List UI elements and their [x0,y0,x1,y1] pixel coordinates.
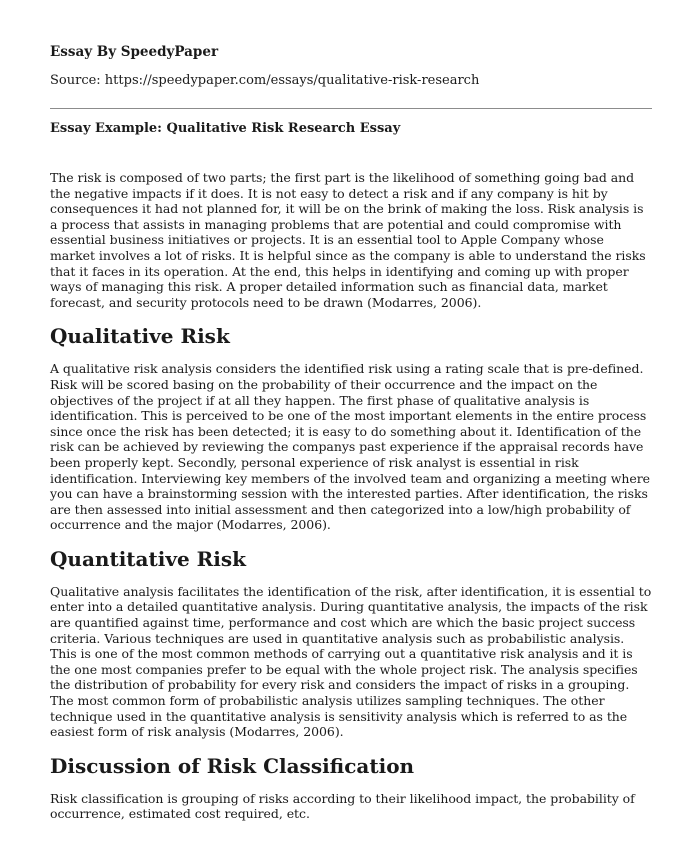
section-heading-qualitative: Qualitative Risk [50,324,230,349]
section-body-classification: Risk classification is grouping of risks according to their likelihood impact, the probability of occurrence, estimated cost required, etc. [50,790,635,822]
section-body-quantitative: Qualitative analysis facilitates the identification of the risk, after identification, it is essential to enter into a detailed quantitative analysis. During quantitative analysis, the impacts of the risk are quantified against time, performance and cost which are which the basic project success criteria. Various techniques are used in quantitative analysis such as probabilistic analysis. This is one of the most common methods of carrying out a quantitative risk analysis and it is the one most companies prefer to be equal with the whole project risk. The analysis specifies the distribution of probability for every risk and considers the impact of risks in a grouping. The most common form of probabilistic analysis utilizes sampling techniques. The other technique used in the quantitative analysis is sensitivity analysis which is referred to as the easiest form of risk analysis (Modarres, 2006). [50,583,652,740]
section-heading-classification: Discussion of Risk Classification [50,753,415,778]
essay-title: Essay Example: Qualitative Risk Research Essay [50,121,401,136]
essay-body [50,170,652,822]
source-line: Source: https://speedypaper.com/essays/qualitative-risk-research [50,73,480,88]
section-heading-quantitative: Quantitative Risk [50,546,246,571]
header-divider [50,108,652,109]
intro-paragraph: The risk is composed of two parts; the first part is the likelihood of something going bad and the negative impacts if it does. It is not easy to detect a risk and if any company is hit by consequences it had not planned for, it will be on the brink of making the loss. Risk analysis is a process that assists in managing problems that are potential and could compromise with essential business initiatives or projects. It is an essential tool to Apple Company whose market involves a lot of risks. It is helpful since as the company is able to understand the risks that it faces in its operation. At the end, this helps in identifying and coming up with proper ways of managing this risk. A proper detailed information such as financial data, market forecast, and security protocols need to be drawn (Modarres, 2006). [50,170,646,310]
brand-title: Essay By SpeedyPaper [50,44,219,60]
section-body-qualitative: A qualitative risk analysis considers the identified risk using a rating scale that is pre-defined. Risk will be scored basing on the probability of their occurrence and the impact on the objectives of the project if at all they happen. The first phase of qualitative analysis is identification. This is perceived to be one of the most important elements in the entire process since once the risk has been detected; it is easy to do something about it. Identification of the risk can be achieved by reviewing the companys past experience if the appraisal records have been properly kept. Secondly, personal experience of risk analyst is essential in risk identification. Interviewing key members of the involved team and organizing a meeting where you can have a brainstorming session with the interested parties. After identification, the risks are then assessed into initial assessment and then categorized into a low/high probability of occurrence and the major (Modarres, 2006). [50,361,650,533]
